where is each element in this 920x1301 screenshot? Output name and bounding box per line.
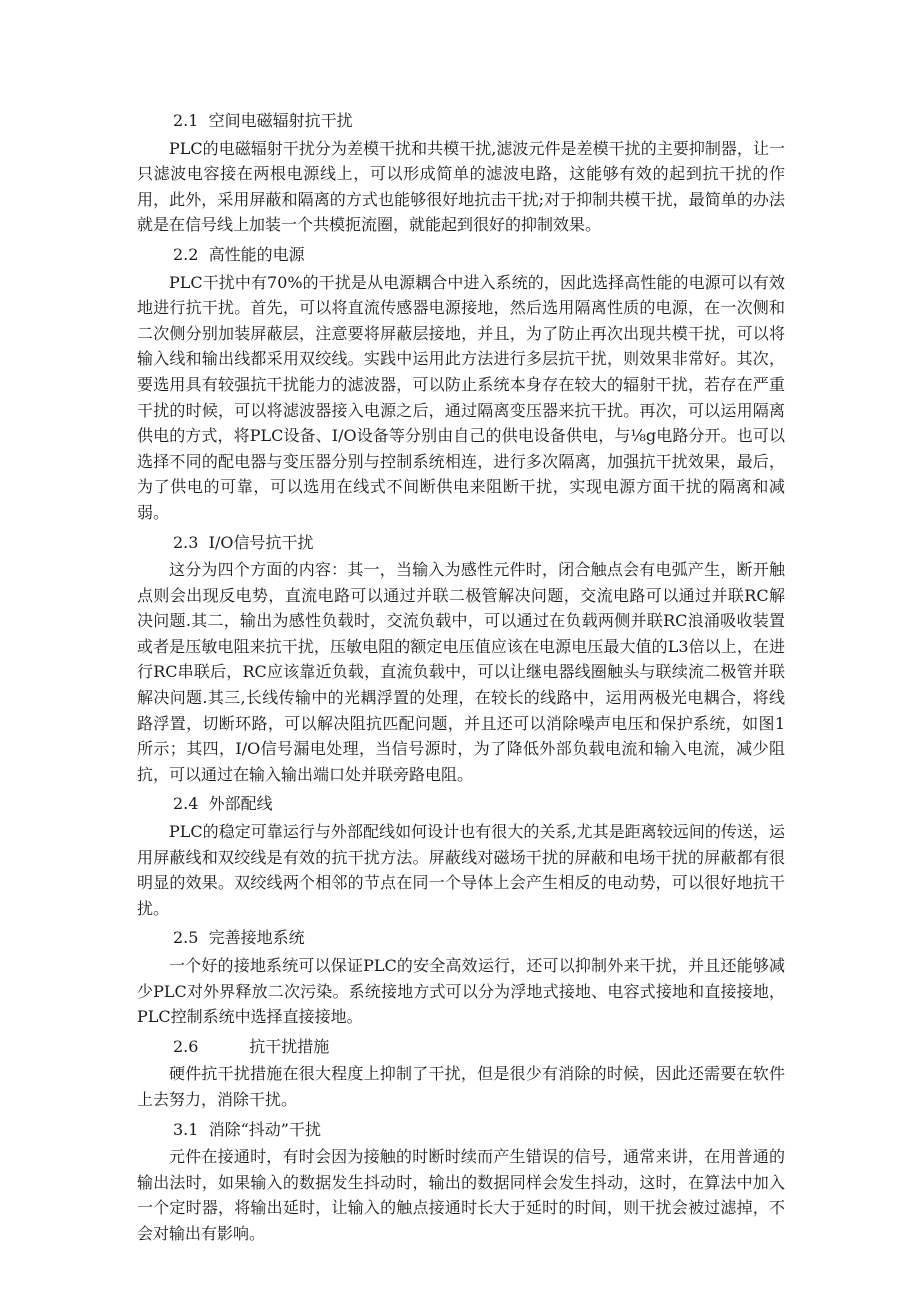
section-heading: 2.2 高性能的电源 xyxy=(173,244,305,264)
section-heading: 2.4 外部配线 xyxy=(173,794,273,814)
section-heading: 2.3 I/O信号抗干扰 xyxy=(173,532,314,552)
section-heading: 2.1 空间电磁辐射抗干扰 xyxy=(173,111,353,130)
document-page xyxy=(137,104,785,1247)
section-paragraph: 这分为四个方面的内容：其一，当输入为感性元件时，闭合触点会有电弧产生，断开触点则会出现反电势，直流电路可以通过并联二极管解决问题，交流电路可以通过并联RC解决问题.其二，输出为感性负载时，交流负载中，可以通过在负载两侧并联RC浪涌吸收装置或者是压敏电阻来抗干扰，压敏电阻的额定电压值应该在电源电压最大值的L3倍以上，在进行RC串联后，RC应该靠近负载，直流负载中，可以让继电器线圈触头与联续流二极管并联解决问题.其三,长线传输中的光耦浮置的处理，在较长的线路中，运用两极光电耦合，将线路浮置，切断环路，可以解决阻抗匹配问题，并且还可以消除噪声电压和保护系统，如图1所示；其四，I/O信号漏电处理，当信号源时，为了降低外部负载电流和输入电流，减少阻抗，可以通过在输入输出端口处并联旁路电阻。 xyxy=(137,560,785,784)
section-heading: 2.5 完善接地系统 xyxy=(173,928,305,948)
section-paragraph: PLC的稳定可靠运行与外部配线如何设计也有很大的关系,尤其是距离较远间的传送，运用屏蔽线和双绞线是有效的抗干扰方法。屏蔽线对磁场干扰的屏蔽和电场干扰的屏蔽都有很明显的效果。双绞线两个相邻的节点在同一个导体上会产生相反的电动势，可以很好地抗干扰。 xyxy=(137,822,785,918)
section-paragraph: 元件在接通时，有时会因为接触的时断时续而产生错误的信号，通常来讲，在用普通的输出法时，如果输入的数据发生抖动时，输出的数据同样会发生抖动，这时，在算法中加入一个定时器，将输出延时，让输入的触点接通时长大于延时的时间，则干扰会被过滤掉，不会对输出有影响。 xyxy=(137,1147,785,1243)
section-paragraph: PLC的电磁辐射干扰分为差模干扰和共模干扰,滤波元件是差模干扰的主要抑制器，让一只滤波电容接在两根电源线上，可以形成简单的滤波电路，这能够有效的起到抗干扰的作用，此外，采用屏蔽和隔离的方式也能够很好地抗击干扰;对于抑制共模干扰，最简单的办法就是在信号线上加装一个共模扼流圈，就能起到很好的抑制效果。 xyxy=(137,138,785,235)
section-paragraph: 硬件抗干扰措施在很大程度上抑制了干扰，但是很少有消除的时候，因此还需要在软件上去努力，消除干扰。 xyxy=(137,1064,785,1109)
section-paragraph: PLC干扰中有70%的干扰是从电源耦合中进入系统的，因此选择高性能的电源可以有效地进行抗干扰。首先，可以将直流传感器电源接地，然后选用隔离性质的电源，在一次侧和二次侧分别加装屏蔽层，注意要将屏蔽层接地，并且，为了防止再次出现共模干扰，可以将输入线和输出线都采用双绞线。实践中运用此方法进行多层抗干扰，则效果非常好。其次，要选用具有较强抗干扰能力的滤波器，可以防止系统本身存在较大的辐射干扰，若存在严重干扰的时候，可以将滤波器接入电源之后，通过隔离变压器来抗干扰。再次，可以运用隔离供电的方式，将PLC设备、I/O设备等分别由自己的供电设备供电，与⅛g电路分开。也可以选择不同的配电器与变压器分别与控制系统相连，进行多次隔离，加强抗干扰效果，最后，为了供电的可靠，可以选用在线式不间断供电来阻断干扰，实现电源方面干扰的隔离和减弱。 xyxy=(137,272,785,522)
section-paragraph: 一个好的接地系统可以保证PLC的安全高效运行，还可以抑制外来干扰，并且还能够减少PLC对外界释放二次污染。系统接地方式可以分为浮地式接地、电容式接地和直接接地，PLC控制系统中选择直接接地。 xyxy=(137,956,785,1027)
section-heading: 3.1 消除“抖动”干扰 xyxy=(173,1119,321,1139)
section-heading: 2.6 抗干扰措施 xyxy=(173,1036,330,1056)
